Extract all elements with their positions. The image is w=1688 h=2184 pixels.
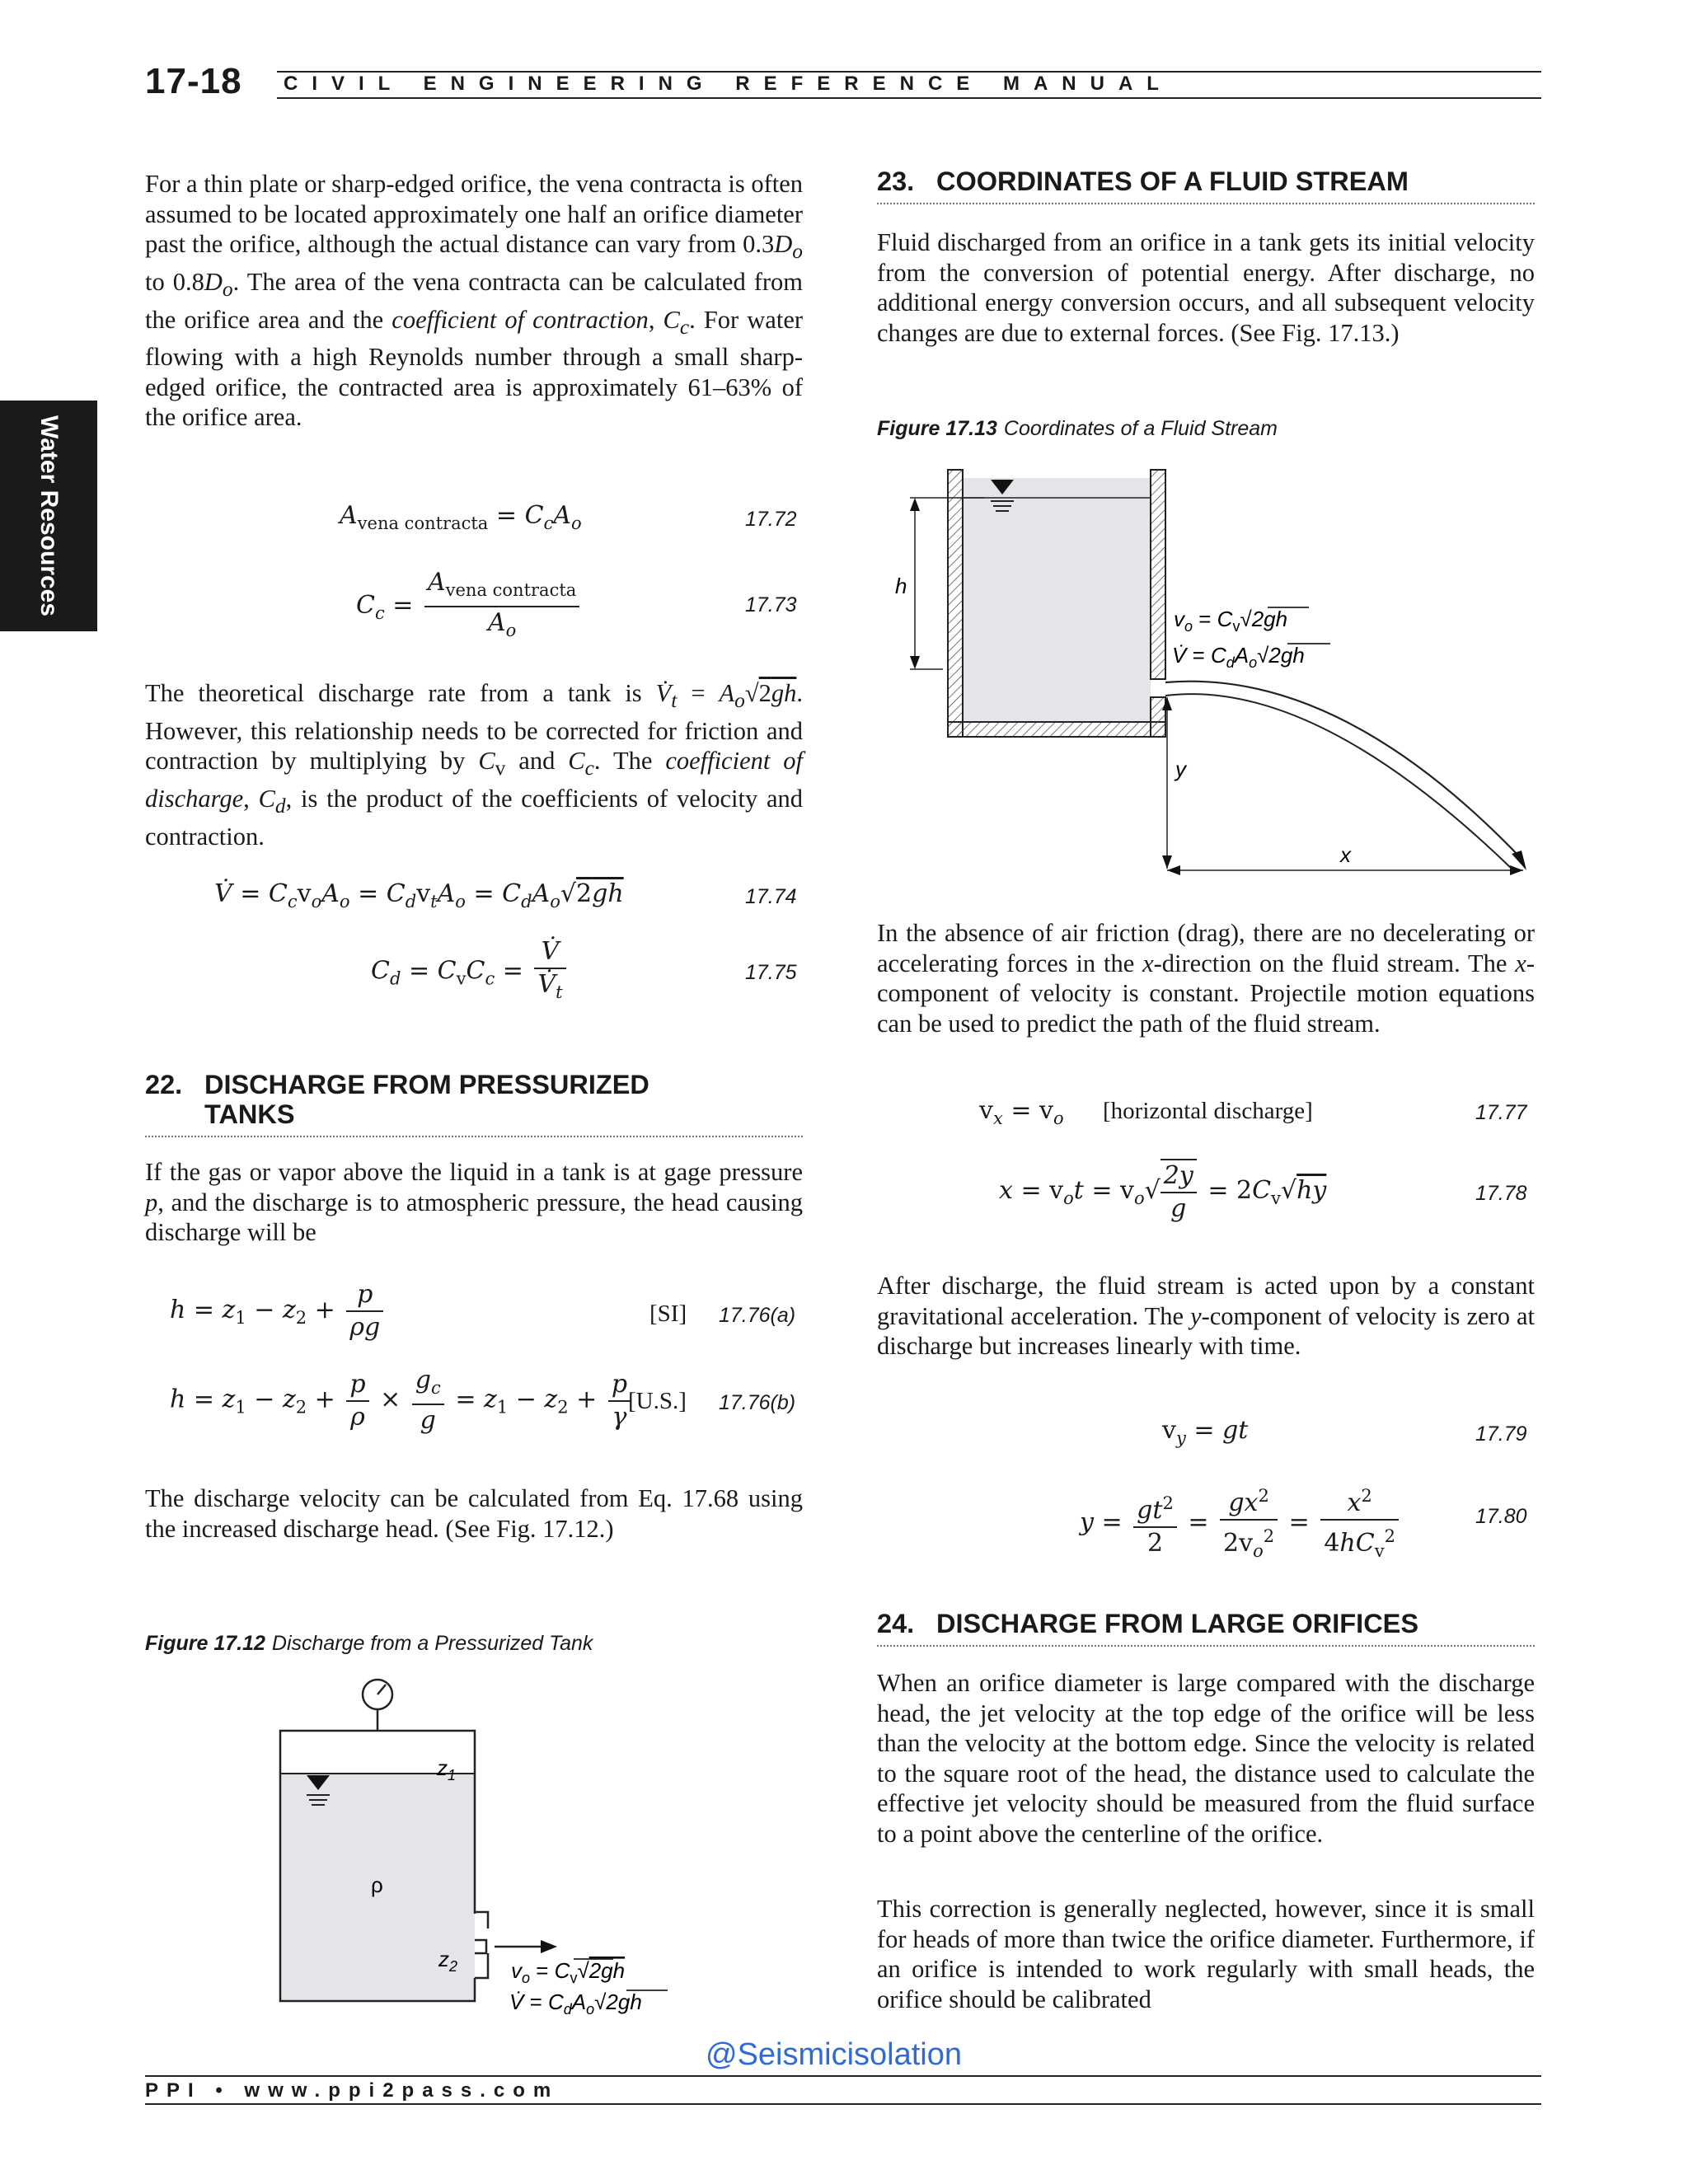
- footer-rule-top: [145, 2075, 1541, 2077]
- label-x: x: [1340, 842, 1351, 867]
- label-h: h: [895, 574, 907, 598]
- label-velocity-equation: $v_o = C_v√2gh$: [511, 1958, 626, 1986]
- equation-17-80: y = $\frac{gt^2}{2}$ = $\frac{gx^2}{2v_o^2}$ = $\frac{x^2}{4hC_v^2}$: [1080, 1480, 1402, 1567]
- equation-number-17-79: 17.79: [1475, 1422, 1527, 1446]
- dimension-x: [1167, 842, 1523, 875]
- equation-number-17-73: 17.73: [745, 593, 797, 616]
- paragraph-correction-neglected: This correction is generally neglected, however, since it is small for heads of more than twice the orifice diameter. Furthermore, if an orifice is intended to work regularly with small heads, the orifice should be calibrated: [877, 1895, 1535, 2013]
- figure-17-13-fluid-stream: [877, 462, 1545, 890]
- label-velocity-equation: $v_o = C_v√2gh$: [1174, 607, 1288, 635]
- equation-number-17-76b: 17.76(b): [719, 1391, 796, 1414]
- label-flow-equation: V̇ = $C_dA_o√2gh$: [509, 1990, 642, 2018]
- running-title: CIVIL ENGINEERING REFERENCE MANUAL: [284, 73, 1173, 95]
- paragraph-gravitational-acceleration: After discharge, the fluid stream is acted upon by a constant gravitational acceleration. The y-component of velocity is zero at discharge but increases linearly with time.: [877, 1272, 1535, 1361]
- paragraph-discharge-velocity: The discharge velocity can be calculated from Eq. 17.68 using the increased discharge head. (See Fig. 17.12.): [145, 1484, 803, 1543]
- unit-tag-us: [U.S.]: [628, 1388, 687, 1414]
- figure-17-12-caption: Figure 17.12 Discharge from a Pressurized Tank: [145, 1632, 593, 1655]
- label-rho: ρ: [371, 1872, 383, 1897]
- paragraph-large-orifice: When an orifice diameter is large compared with the discharge head, the jet velocity at the top edge of the orifice will be less than the velocity at the bottom edge. Since the velocity is related to the square root of the head, the distance used to calculate the effective jet velocity should be measured from the fluid surface to a point above the centerline of the orifice.: [877, 1669, 1535, 1848]
- footer-rule-bottom: [145, 2103, 1541, 2105]
- equation-17-76a: $h = z_1 - z_2$ + $\frac{p}{\rho g}$: [170, 1279, 387, 1343]
- tank-left-wall: [948, 470, 963, 737]
- section-side-tab-label: Water Resources: [35, 415, 63, 616]
- figure-17-13-caption: Figure 17.13 Coordinates of a Fluid Stream: [877, 417, 1278, 440]
- equation-number-17-80: 17.80: [1475, 1505, 1527, 1528]
- unit-tag-si: [SI]: [649, 1301, 687, 1327]
- page-number: 17-18: [145, 61, 242, 101]
- paragraph-gage-pressure: If the gas or vapor above the liquid in a tank is at gage pressure p, and the discharge is to atmospheric pressure, the head causing discharge will be: [145, 1158, 803, 1247]
- equation-17-74: V̇ = $C_cv_oA_o = C_dv_tA_o = C_dA_o√2gh$: [214, 879, 624, 912]
- paragraph-air-friction: In the absence of air friction (drag), there are no decelerating or accelerating forces in the x-direction on the fluid stream. The x-component of velocity is constant. Projectile motion equations can be used to predict the path of the fluid stream.: [877, 919, 1536, 1038]
- paragraph-fluid-discharged: Fluid discharged from an orifice in a tank gets its initial velocity from the conversion of potential energy. After discharge, no additional energy conversion occurs, and all subsequent velocity changes are due to external forces. (See Fig. 17.13.): [877, 228, 1535, 347]
- equation-number-17-78: 17.78: [1475, 1182, 1527, 1205]
- header-rule-bottom: [277, 97, 1541, 99]
- label-z1: $z_1$: [437, 1755, 457, 1783]
- pressure-gauge-icon: [363, 1680, 392, 1731]
- condition-tag-horizontal-discharge: [horizontal discharge]: [1103, 1098, 1313, 1124]
- equation-17-78: $x = v_ot = v_o√$ $\frac{2y}{g}$ = $2C_v√hy$: [999, 1159, 1326, 1225]
- section-side-tab: [0, 401, 97, 631]
- figure-17-12-pressurized-tank: [247, 1665, 709, 2019]
- label-z2: $z_2$: [438, 1947, 458, 1975]
- label-y: y: [1175, 757, 1186, 781]
- equation-number-17-77: 17.77: [1475, 1101, 1527, 1124]
- equation-number-17-72: 17.72: [745, 508, 797, 531]
- orifice-nozzle: [475, 1940, 486, 1953]
- heading-22-discharge-pressurized-tanks: 22. DISCHARGE FROM PRESSURIZED TANKS: [145, 1070, 803, 1137]
- fluid-stream-trajectory: [1165, 682, 1522, 859]
- equation-17-77: $v_x = v_o$: [979, 1096, 1064, 1128]
- watermark-text: @Seismicisolation: [706, 2037, 963, 2072]
- tank-right-wall: [1151, 470, 1165, 679]
- heading-23-coordinates-fluid-stream: 23. COORDINATES OF A FLUID STREAM: [877, 166, 1535, 204]
- label-flow-equation: V̇ = $C_dA_o√2gh$: [1172, 643, 1305, 671]
- equation-number-17-75: 17.75: [745, 961, 797, 984]
- equation-number-17-74: 17.74: [745, 885, 797, 908]
- equation-17-79: $v_y$ = gt: [1162, 1416, 1249, 1448]
- equation-17-75: $C_d = C_vC_c$ = $\frac{V̇}{V̇_t}$: [371, 936, 570, 1008]
- equation-17-76b: $h = z_1 - z_2$ + $\frac{p}{\rho}$ × $\frac{g_c}{g}$ = $z_1 - z_2$ + $\frac{p}{\gamma}$: [170, 1365, 634, 1436]
- paragraph-theoretical-discharge: The theoretical discharge rate from a tank is $V̇_t = A_o√2gh$. However, this relationship needs to be corrected for friction and contraction by multiplying by $C_v$ and $C_c$. The coefficient of discharge, $C_d$, is the product of the coefficients of velocity and contraction.: [145, 679, 804, 851]
- footer-publisher-url: PPI • www.ppi2pass.com: [145, 2079, 560, 2102]
- tank-bottom-wall: [948, 722, 1165, 737]
- equation-17-73: $C_c$ = $\frac{A_{vena contracta}}{A_o}$: [356, 567, 583, 646]
- tank-liquid: [963, 478, 1151, 722]
- paragraph-vena-contracta: For a thin plate or sharp-edged orifice, the vena contracta is often assumed to be located approximately one half an orifice diameter past the orifice, although the actual distance can vary from $0.3D_o$ to $0.8D_o$. The area of the vena contracta can be calculated from the orifice area and the coefficient of contraction, $C_c$. For water flowing with a high Reynolds number through a small sharp-edged orifice, the contracted area is approximately 61–63% of the orifice area.: [145, 170, 804, 432]
- heading-24-discharge-large-orifices: 24. DISCHARGE FROM LARGE ORIFICES: [877, 1609, 1535, 1647]
- equation-number-17-76a: 17.76(a): [719, 1304, 796, 1327]
- equation-17-72: $A_{vena contracta} = C_cA_o$: [340, 501, 582, 533]
